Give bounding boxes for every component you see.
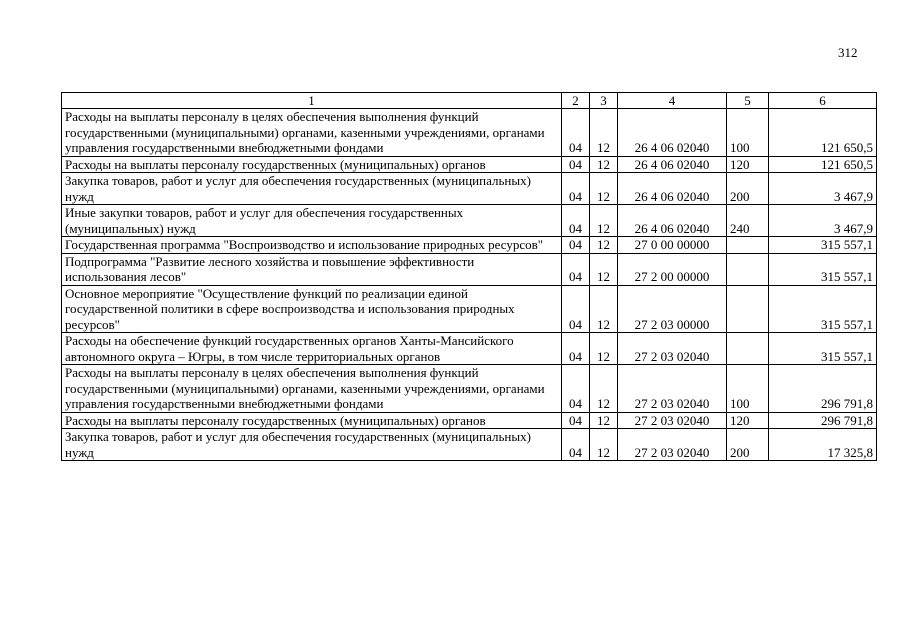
row-name-cell: Закупка товаров, работ и услуг для обеспечения государственных (муниципальных) нужд <box>62 429 562 461</box>
table-cell-c6: 17 325,8 <box>769 429 877 461</box>
table-cell-c2: 04 <box>562 429 590 461</box>
table-cell-c4: 26 4 06 02040 <box>618 156 727 173</box>
table-row <box>62 412 877 429</box>
table-cell-c4: 27 2 03 02040 <box>618 412 727 429</box>
table-cell-c4: 27 0 00 00000 <box>618 237 727 254</box>
table-cell-c4: 27 2 03 00000 <box>618 285 727 333</box>
table-cell-c4: 27 2 03 02040 <box>618 333 727 365</box>
table-row <box>62 109 877 157</box>
table-cell-c3: 12 <box>590 412 618 429</box>
table-cell-c6: 3 467,9 <box>769 205 877 237</box>
table-row <box>62 429 877 461</box>
row-name-cell: Расходы на выплаты персоналу в целях обеспечения выполнения функций государственными (муниципальными) органами, казенными учреждениями, органами управления государственными внебюджетными фондами <box>62 365 562 413</box>
table-cell-c5: 100 <box>727 365 769 413</box>
table-cell-c5: 100 <box>727 109 769 157</box>
row-name-cell: Подпрограмма "Развитие лесного хозяйства и повышение эффективности использования лесов" <box>62 253 562 285</box>
table-cell-c3: 12 <box>590 285 618 333</box>
column-header: 6 <box>769 93 877 109</box>
table-cell-c2: 04 <box>562 365 590 413</box>
table-cell-c2: 04 <box>562 205 590 237</box>
table-cell-c2: 04 <box>562 237 590 254</box>
table-cell-c5 <box>727 333 769 365</box>
table-cell-c6: 121 650,5 <box>769 156 877 173</box>
table-cell-c2: 04 <box>562 109 590 157</box>
table-row <box>62 253 877 285</box>
row-name-cell: Государственная программа "Воспроизводство и использование природных ресурсов" <box>62 237 562 254</box>
column-header: 2 <box>562 93 590 109</box>
table-row <box>62 333 877 365</box>
table-cell-c3: 12 <box>590 156 618 173</box>
table-cell-c2: 04 <box>562 285 590 333</box>
row-name-cell: Основное мероприятие "Осуществление функций по реализации единой государственной политики в сфере воспроизводства и использования природных ресурсов" <box>62 285 562 333</box>
row-name-cell: Расходы на выплаты персоналу в целях обеспечения выполнения функций государственными (муниципальными) органами, казенными учреждениями, органами управления государственными внебюджетными фондами <box>62 109 562 157</box>
table-cell-c4: 26 4 06 02040 <box>618 109 727 157</box>
table-cell-c5: 200 <box>727 429 769 461</box>
table-cell-c5 <box>727 285 769 333</box>
table-cell-c5 <box>727 253 769 285</box>
table-cell-c5: 200 <box>727 173 769 205</box>
table-cell-c6: 315 557,1 <box>769 237 877 254</box>
table-cell-c2: 04 <box>562 173 590 205</box>
budget-table <box>61 92 877 461</box>
table-cell-c3: 12 <box>590 109 618 157</box>
table-cell-c5: 120 <box>727 412 769 429</box>
row-name-cell: Расходы на обеспечение функций государственных органов Ханты-Мансийского автономного округа – Югры, в том числе территориальных органов <box>62 333 562 365</box>
table-cell-c4: 27 2 00 00000 <box>618 253 727 285</box>
table-cell-c6: 315 557,1 <box>769 333 877 365</box>
table-cell-c4: 27 2 03 02040 <box>618 365 727 413</box>
table-cell-c6: 296 791,8 <box>769 365 877 413</box>
table-cell-c2: 04 <box>562 333 590 365</box>
table-row <box>62 205 877 237</box>
table-cell-c4: 26 4 06 02040 <box>618 173 727 205</box>
table-cell-c5: 240 <box>727 205 769 237</box>
table-row <box>62 237 877 254</box>
column-header: 4 <box>618 93 727 109</box>
table-cell-c3: 12 <box>590 365 618 413</box>
table-cell-c3: 12 <box>590 429 618 461</box>
row-name-cell: Закупка товаров, работ и услуг для обеспечения государственных (муниципальных) нужд <box>62 173 562 205</box>
table-row <box>62 285 877 333</box>
table-row <box>62 173 877 205</box>
table-cell-c3: 12 <box>590 173 618 205</box>
row-name-cell: Расходы на выплаты персоналу государственных (муниципальных) органов <box>62 156 562 173</box>
table-cell-c2: 04 <box>562 253 590 285</box>
table-cell-c6: 121 650,5 <box>769 109 877 157</box>
table-cell-c6: 315 557,1 <box>769 285 877 333</box>
table-cell-c3: 12 <box>590 237 618 254</box>
table-cell-c6: 315 557,1 <box>769 253 877 285</box>
table-cell-c6: 3 467,9 <box>769 173 877 205</box>
table-cell-c5: 120 <box>727 156 769 173</box>
column-header: 5 <box>727 93 769 109</box>
table-cell-c3: 12 <box>590 333 618 365</box>
row-name-cell: Иные закупки товаров, работ и услуг для обеспечения государственных (муниципальных) нужд <box>62 205 562 237</box>
table-row <box>62 365 877 413</box>
table-cell-c3: 12 <box>590 205 618 237</box>
table-cell-c4: 26 4 06 02040 <box>618 205 727 237</box>
table-cell-c2: 04 <box>562 156 590 173</box>
column-header: 1 <box>62 93 562 109</box>
table-cell-c4: 27 2 03 02040 <box>618 429 727 461</box>
table-cell-c5 <box>727 237 769 254</box>
table-cell-c6: 296 791,8 <box>769 412 877 429</box>
row-name-cell: Расходы на выплаты персоналу государственных (муниципальных) органов <box>62 412 562 429</box>
table-cell-c3: 12 <box>590 253 618 285</box>
table-header-row <box>62 93 877 109</box>
table-cell-c2: 04 <box>562 412 590 429</box>
table-row <box>62 156 877 173</box>
page-number: 312 <box>838 45 858 60</box>
column-header: 3 <box>590 93 618 109</box>
